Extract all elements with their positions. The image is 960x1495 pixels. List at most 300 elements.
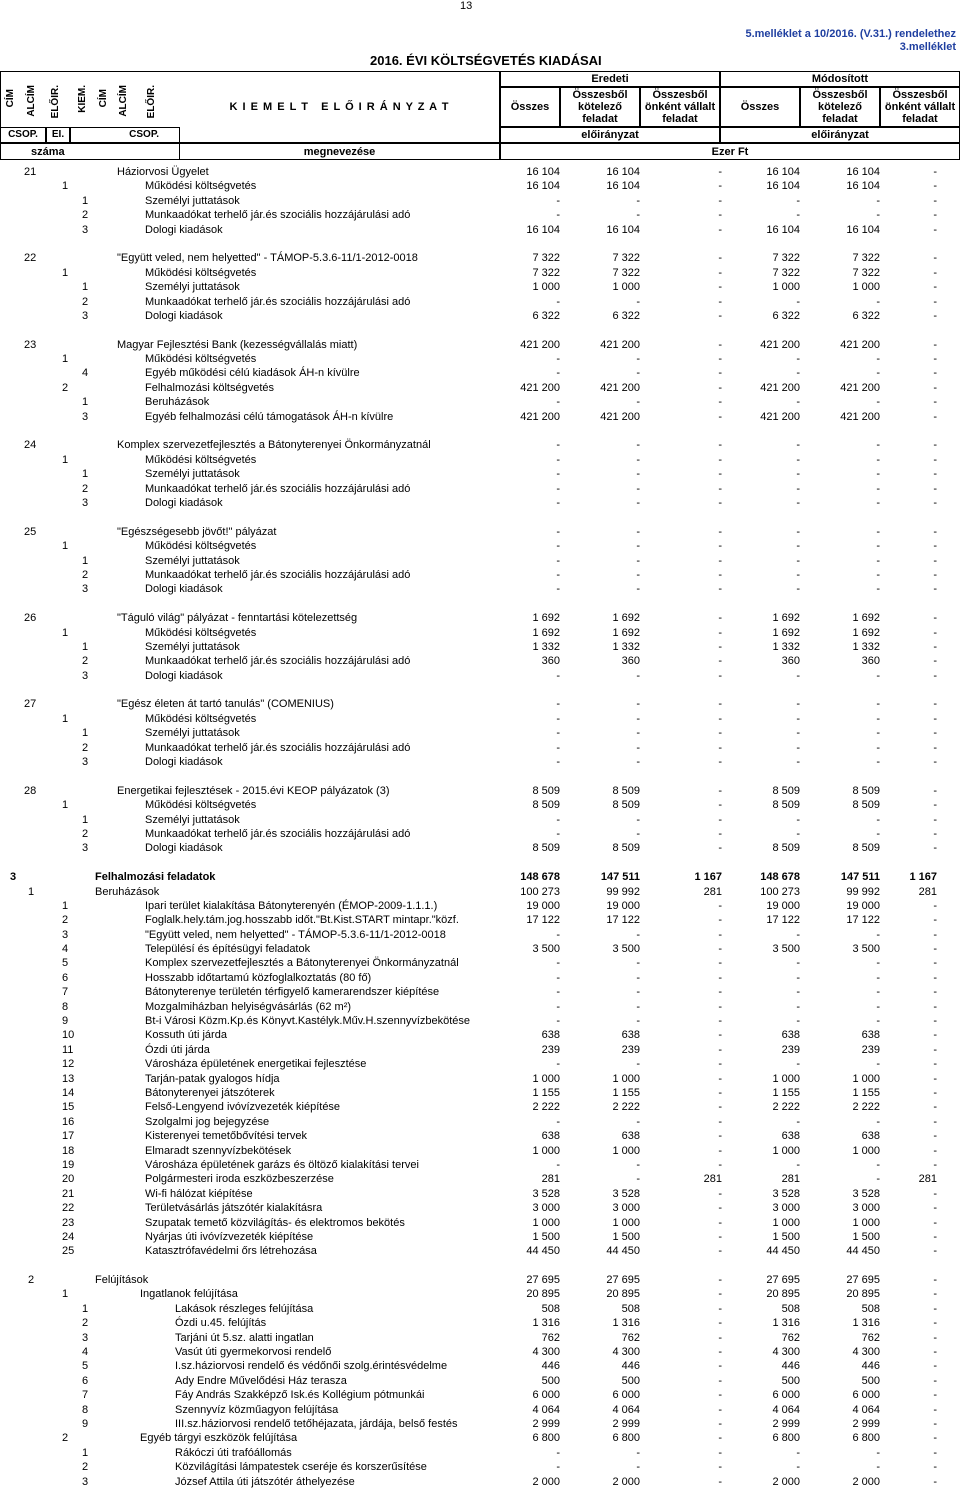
row-value: - [718,727,722,740]
row-value: 360 [621,655,640,668]
row-value: 638 [861,1130,880,1143]
row-value: - [718,1360,722,1373]
row-name: Nyárjas úti ivóvízvezeték kiépítése [145,1230,314,1243]
row-name: Ózdi u.45. felújítás [175,1317,267,1330]
row-value: 8 509 [852,784,880,797]
table-row [0,942,960,956]
annex-reference-line2: 3.melléklet [899,41,956,53]
row-name: Katasztrófavédelmi őrs létrehozása [145,1245,317,1258]
table-row [0,640,960,654]
row-value: 1 000 [612,281,640,294]
row-value: - [636,1015,640,1028]
row-value: 8 509 [852,799,880,812]
row-name: Beruházások [145,396,210,409]
row-name: Magyar Fejlesztési Bank (kezességvállalás miatt) [117,338,358,351]
row-value: - [876,712,880,725]
row-value: 1 000 [772,1144,800,1157]
row-value: - [796,453,800,466]
row-value: 17 122 [846,914,880,927]
row-code: 3 [82,756,89,769]
row-name: Háziorvosi Ügyelet [117,166,209,178]
row-value: - [876,482,880,495]
row-value: - [636,482,640,495]
table-row [0,410,960,424]
row-value: - [718,1015,722,1028]
row-value: - [933,252,937,265]
row-value: - [933,1461,937,1474]
row-value: - [636,928,640,941]
row-value: 239 [541,1043,560,1056]
row-value: - [933,1144,937,1157]
row-value: 1 332 [612,640,640,653]
row-code: 3 [82,1331,89,1344]
row-value: 4 064 [772,1403,800,1416]
row-value: - [796,496,800,509]
row-value: 17 122 [526,914,560,927]
row-name: Működési költségvetés [145,266,257,279]
row-value: - [933,1087,937,1099]
row-name: Működési költségvetés [145,540,257,553]
spacer-row [0,323,960,337]
table-row [0,1417,960,1431]
row-value: - [636,1446,640,1459]
table-row [0,1287,960,1301]
row-value: 6 000 [852,1389,880,1402]
row-value: - [933,1029,937,1042]
row-value: - [718,525,722,538]
table-row [0,395,960,409]
row-code: 6 [62,971,69,984]
table-row [0,1072,960,1086]
row-value: 1 000 [532,1216,560,1229]
table-row [0,179,960,193]
row-value: 1 155 [532,1087,560,1099]
row-value: - [876,568,880,581]
row-value: 1 316 [852,1317,880,1330]
row-value: - [933,813,937,826]
row-value: - [718,540,722,553]
spacer-row [0,769,960,783]
row-value: 1 000 [532,1072,560,1085]
row-code: 5 [62,957,69,970]
table-row [0,194,960,208]
row-value: - [718,1331,722,1344]
row-value: - [876,1000,880,1013]
row-value: 1 316 [772,1317,800,1330]
row-value: 281 [918,1173,937,1186]
row-value: - [796,1158,800,1171]
row-value: - [796,468,800,481]
row-value: - [556,1158,560,1171]
row-value: - [718,1202,722,1215]
row-value: - [796,1058,800,1071]
table-row [0,568,960,582]
row-name: Elmaradt szennyvízbekötések [145,1144,292,1157]
table-row [0,1187,960,1201]
row-code: 2 [62,381,69,394]
row-value: 27 695 [766,1274,800,1287]
row-code: 1 [82,194,89,207]
table-row [0,913,960,927]
row-value: - [718,799,722,812]
row-name: Lakások részleges felújítása [175,1302,314,1315]
row-name: Felújítások [95,1274,149,1287]
header-cim: CÍM [5,89,16,108]
row-value: - [718,1101,722,1114]
row-value: 1 500 [612,1230,640,1243]
row-value: 16 104 [846,223,880,236]
row-value: - [556,971,560,984]
table-row [0,1028,960,1042]
row-value: 1 000 [852,281,880,294]
row-value: - [796,194,800,207]
row-value: - [933,799,937,812]
row-name: Wi-fi hálózat kiépítése [145,1187,253,1200]
row-value: - [718,1043,722,1056]
row-name: I.sz.háziorvosi rendelő és védőnői szolg.érintésvédelme [175,1360,448,1373]
row-value: 148 678 [520,871,560,884]
row-value: 500 [861,1374,880,1387]
row-value: - [876,496,880,509]
row-value: - [933,943,937,956]
table-row [0,899,960,913]
row-name: Kossuth úti járda [145,1029,227,1042]
row-value: - [718,1072,722,1085]
row-code: 19 [62,1158,75,1171]
row-value: - [796,698,800,711]
row-value: 6 322 [612,309,640,322]
row-name: Munkaadókat terhelő jár.és szociális hozzájárulási adó [145,209,411,222]
row-value: - [933,1058,937,1071]
row-value: - [718,209,722,222]
row-value: 638 [621,1029,640,1042]
row-code: 4 [82,367,89,380]
row-code: 1 [62,712,69,725]
row-value: - [718,381,722,394]
row-value: 2 000 [772,1475,800,1488]
row-code: 25 [24,525,37,538]
row-value: - [933,1202,937,1215]
table-row [0,1244,960,1258]
row-value: 1 316 [612,1317,640,1330]
row-value: 421 200 [840,381,880,394]
row-value: - [933,554,937,567]
row-value: - [796,1015,800,1028]
table-row [0,1216,960,1230]
row-value: 44 450 [526,1245,560,1258]
table-row [0,1230,960,1244]
table-row [0,827,960,841]
row-value: 4 300 [612,1346,640,1359]
row-value: - [796,482,800,495]
row-code: 24 [62,1230,75,1243]
row-value: 4 064 [612,1403,640,1416]
row-code: 3 [82,410,89,423]
row-value: - [718,1317,722,1330]
row-value: 3 500 [612,943,640,956]
row-value: - [933,899,937,912]
header-osszes: Összes [500,87,560,127]
row-value: 100 273 [520,885,560,898]
row-value: - [933,583,937,596]
row-value: - [796,971,800,984]
row-value: - [933,914,937,927]
row-value: 1 000 [772,1216,800,1229]
table-row [0,1201,960,1215]
table-row [0,798,960,812]
row-value: 6 322 [772,309,800,322]
row-value: 8 509 [532,799,560,812]
row-value: - [556,1058,560,1071]
row-value: - [636,957,640,970]
row-value: - [718,1417,722,1430]
row-value: - [718,943,722,956]
row-value: - [718,698,722,711]
row-value: - [933,827,937,840]
table-row [0,1374,960,1388]
table-row [0,338,960,352]
row-value: - [796,727,800,740]
row-value: 421 200 [520,410,560,423]
row-value: - [796,1000,800,1013]
row-value: - [933,1274,937,1287]
table-row [0,928,960,942]
row-value: - [876,194,880,207]
row-name: III.sz.háziorvosi rendelő tetőhéjazata, járdája, belső festés [175,1417,458,1430]
row-name: Működési költségvetés [145,626,257,639]
row-value: - [933,698,937,711]
row-value: - [796,568,800,581]
row-value: - [876,367,880,380]
row-value: - [556,1446,560,1459]
row-value: - [718,1432,722,1445]
row-code: 4 [82,1346,89,1359]
row-value: - [933,381,937,394]
row-value: 500 [781,1374,800,1387]
row-value: - [933,1015,937,1028]
row-value: - [933,453,937,466]
row-value: 638 [781,1029,800,1042]
row-code: 5 [82,1360,89,1373]
row-value: 8 509 [852,842,880,855]
row-name: Működési költségvetés [145,180,257,193]
row-value: 1 692 [532,626,560,639]
row-value: - [718,813,722,826]
row-value: - [718,496,722,509]
row-value: - [933,410,937,423]
row-value: - [718,223,722,236]
row-value: - [933,1288,937,1301]
row-value: 148 678 [760,871,800,884]
row-value: - [876,957,880,970]
row-value: - [718,281,722,294]
spacer-row [0,597,960,611]
row-value: 6 000 [772,1389,800,1402]
row-value: - [556,813,560,826]
row-value: - [876,583,880,596]
row-value: - [796,827,800,840]
table-row [0,165,960,179]
page-number: 13 [460,0,473,12]
row-value: - [933,1043,937,1056]
row-value: 7 322 [772,252,800,265]
row-value: - [718,194,722,207]
row-value: - [933,1302,937,1315]
row-code: 8 [82,1403,89,1416]
row-value: - [796,986,800,999]
row-code: 3 [82,1475,89,1488]
table-row [0,482,960,496]
row-code: 12 [62,1058,75,1071]
table-row [0,1144,960,1158]
row-name: Közvilágítási lámpatestek cseréje és korszerűsítése [175,1461,427,1474]
row-value: - [933,957,937,970]
row-value: - [556,583,560,596]
row-value: - [718,1274,722,1287]
header-szama: száma [0,143,180,160]
row-value: - [718,914,722,927]
row-code: 3 [82,842,89,855]
row-value: - [796,928,800,941]
row-value: - [876,813,880,826]
row-name: Településí és építésügyi feladatok [145,943,311,956]
row-value: 1 692 [532,612,560,625]
row-value: 16 104 [526,166,560,178]
row-value: 638 [621,1130,640,1143]
row-value: - [718,583,722,596]
spacer-row [0,683,960,697]
row-value: 421 200 [760,338,800,351]
row-value: - [933,1101,937,1114]
row-value: 508 [861,1302,880,1315]
row-value: - [636,496,640,509]
row-code: 15 [62,1101,75,1114]
row-value: 16 104 [846,180,880,193]
spacer-row [0,237,960,251]
row-value: - [718,1346,722,1359]
row-value: - [636,698,640,711]
table-row [0,1158,960,1172]
row-code: 4 [62,943,69,956]
row-code: 25 [62,1245,75,1258]
row-value: - [718,410,722,423]
row-value: 6 322 [532,309,560,322]
row-value: - [718,712,722,725]
row-value: - [636,669,640,682]
row-value: - [636,554,640,567]
row-value: 360 [541,655,560,668]
row-value: - [933,166,937,178]
row-value: - [556,194,560,207]
table-row [0,726,960,740]
row-value: 7 322 [532,252,560,265]
row-value: 1 692 [772,612,800,625]
row-value: 19 000 [766,899,800,912]
row-value: 2 999 [772,1417,800,1430]
row-name: Működési költségvetés [145,799,257,812]
header-kotelezo: Összesből kötelező feladat [560,87,640,127]
row-value: - [933,338,937,351]
row-value: - [796,353,800,366]
row-value: - [556,525,560,538]
row-value: 6 800 [612,1432,640,1445]
row-value: 7 322 [852,266,880,279]
row-value: - [933,223,937,236]
row-value: 7 322 [772,266,800,279]
row-value: - [933,1130,937,1143]
row-value: - [876,396,880,409]
row-value: 239 [621,1043,640,1056]
row-value: 8 509 [612,799,640,812]
row-value: 7 322 [852,252,880,265]
row-value: - [718,1461,722,1474]
row-name: Területvásárlás játszótér kialakításra [145,1202,323,1215]
row-name: Felső-Lengyend ivóvízvezeték kiépítése [145,1101,341,1114]
row-value: 1 000 [772,1072,800,1085]
row-value: - [718,396,722,409]
row-value: - [933,309,937,322]
table-row [0,1000,960,1014]
row-value: 4 300 [852,1346,880,1359]
row-value: - [636,1058,640,1071]
row-value: - [718,266,722,279]
row-value: - [718,554,722,567]
row-value: - [636,741,640,754]
table-row [0,1403,960,1417]
row-value: 20 895 [606,1288,640,1301]
row-value: 8 509 [772,799,800,812]
header-cim-2: CÍM [98,89,109,108]
row-value: 360 [781,655,800,668]
row-code: 14 [62,1087,75,1099]
row-code: 2 [62,1432,69,1445]
row-value: - [796,367,800,380]
row-value: 147 511 [840,871,880,884]
header-ei: EI. [46,127,70,143]
row-value: 239 [781,1043,800,1056]
row-value: 1 000 [612,1072,640,1085]
row-value: 1 000 [532,281,560,294]
row-name: Munkaadókat terhelő jár.és szociális hozzájárulási adó [145,295,411,308]
table-row [0,467,960,481]
row-value: - [556,568,560,581]
row-value: - [876,1158,880,1171]
row-value: 1 000 [612,1216,640,1229]
row-value: - [718,568,722,581]
table-row [0,1129,960,1143]
row-value: 3 528 [852,1187,880,1200]
row-value: - [933,525,937,538]
table-row [0,755,960,769]
row-code: 3 [82,496,89,509]
row-value: 16 104 [846,166,880,178]
row-code: 2 [82,1461,89,1474]
table-row [0,1043,960,1057]
row-name: Munkaadókat terhelő jár.és szociális hozzájárulási adó [145,655,411,668]
table-row [0,1273,960,1287]
row-value: 16 104 [606,180,640,193]
table-row [0,223,960,237]
row-value: 2 222 [612,1101,640,1114]
header-csop-2: CSOP. [70,127,180,143]
row-value: 20 895 [766,1288,800,1301]
row-value: - [636,1000,640,1013]
table-row [0,1345,960,1359]
row-value: - [718,338,722,351]
table-row [0,295,960,309]
row-value: - [933,1317,937,1330]
table-row [0,1100,960,1114]
